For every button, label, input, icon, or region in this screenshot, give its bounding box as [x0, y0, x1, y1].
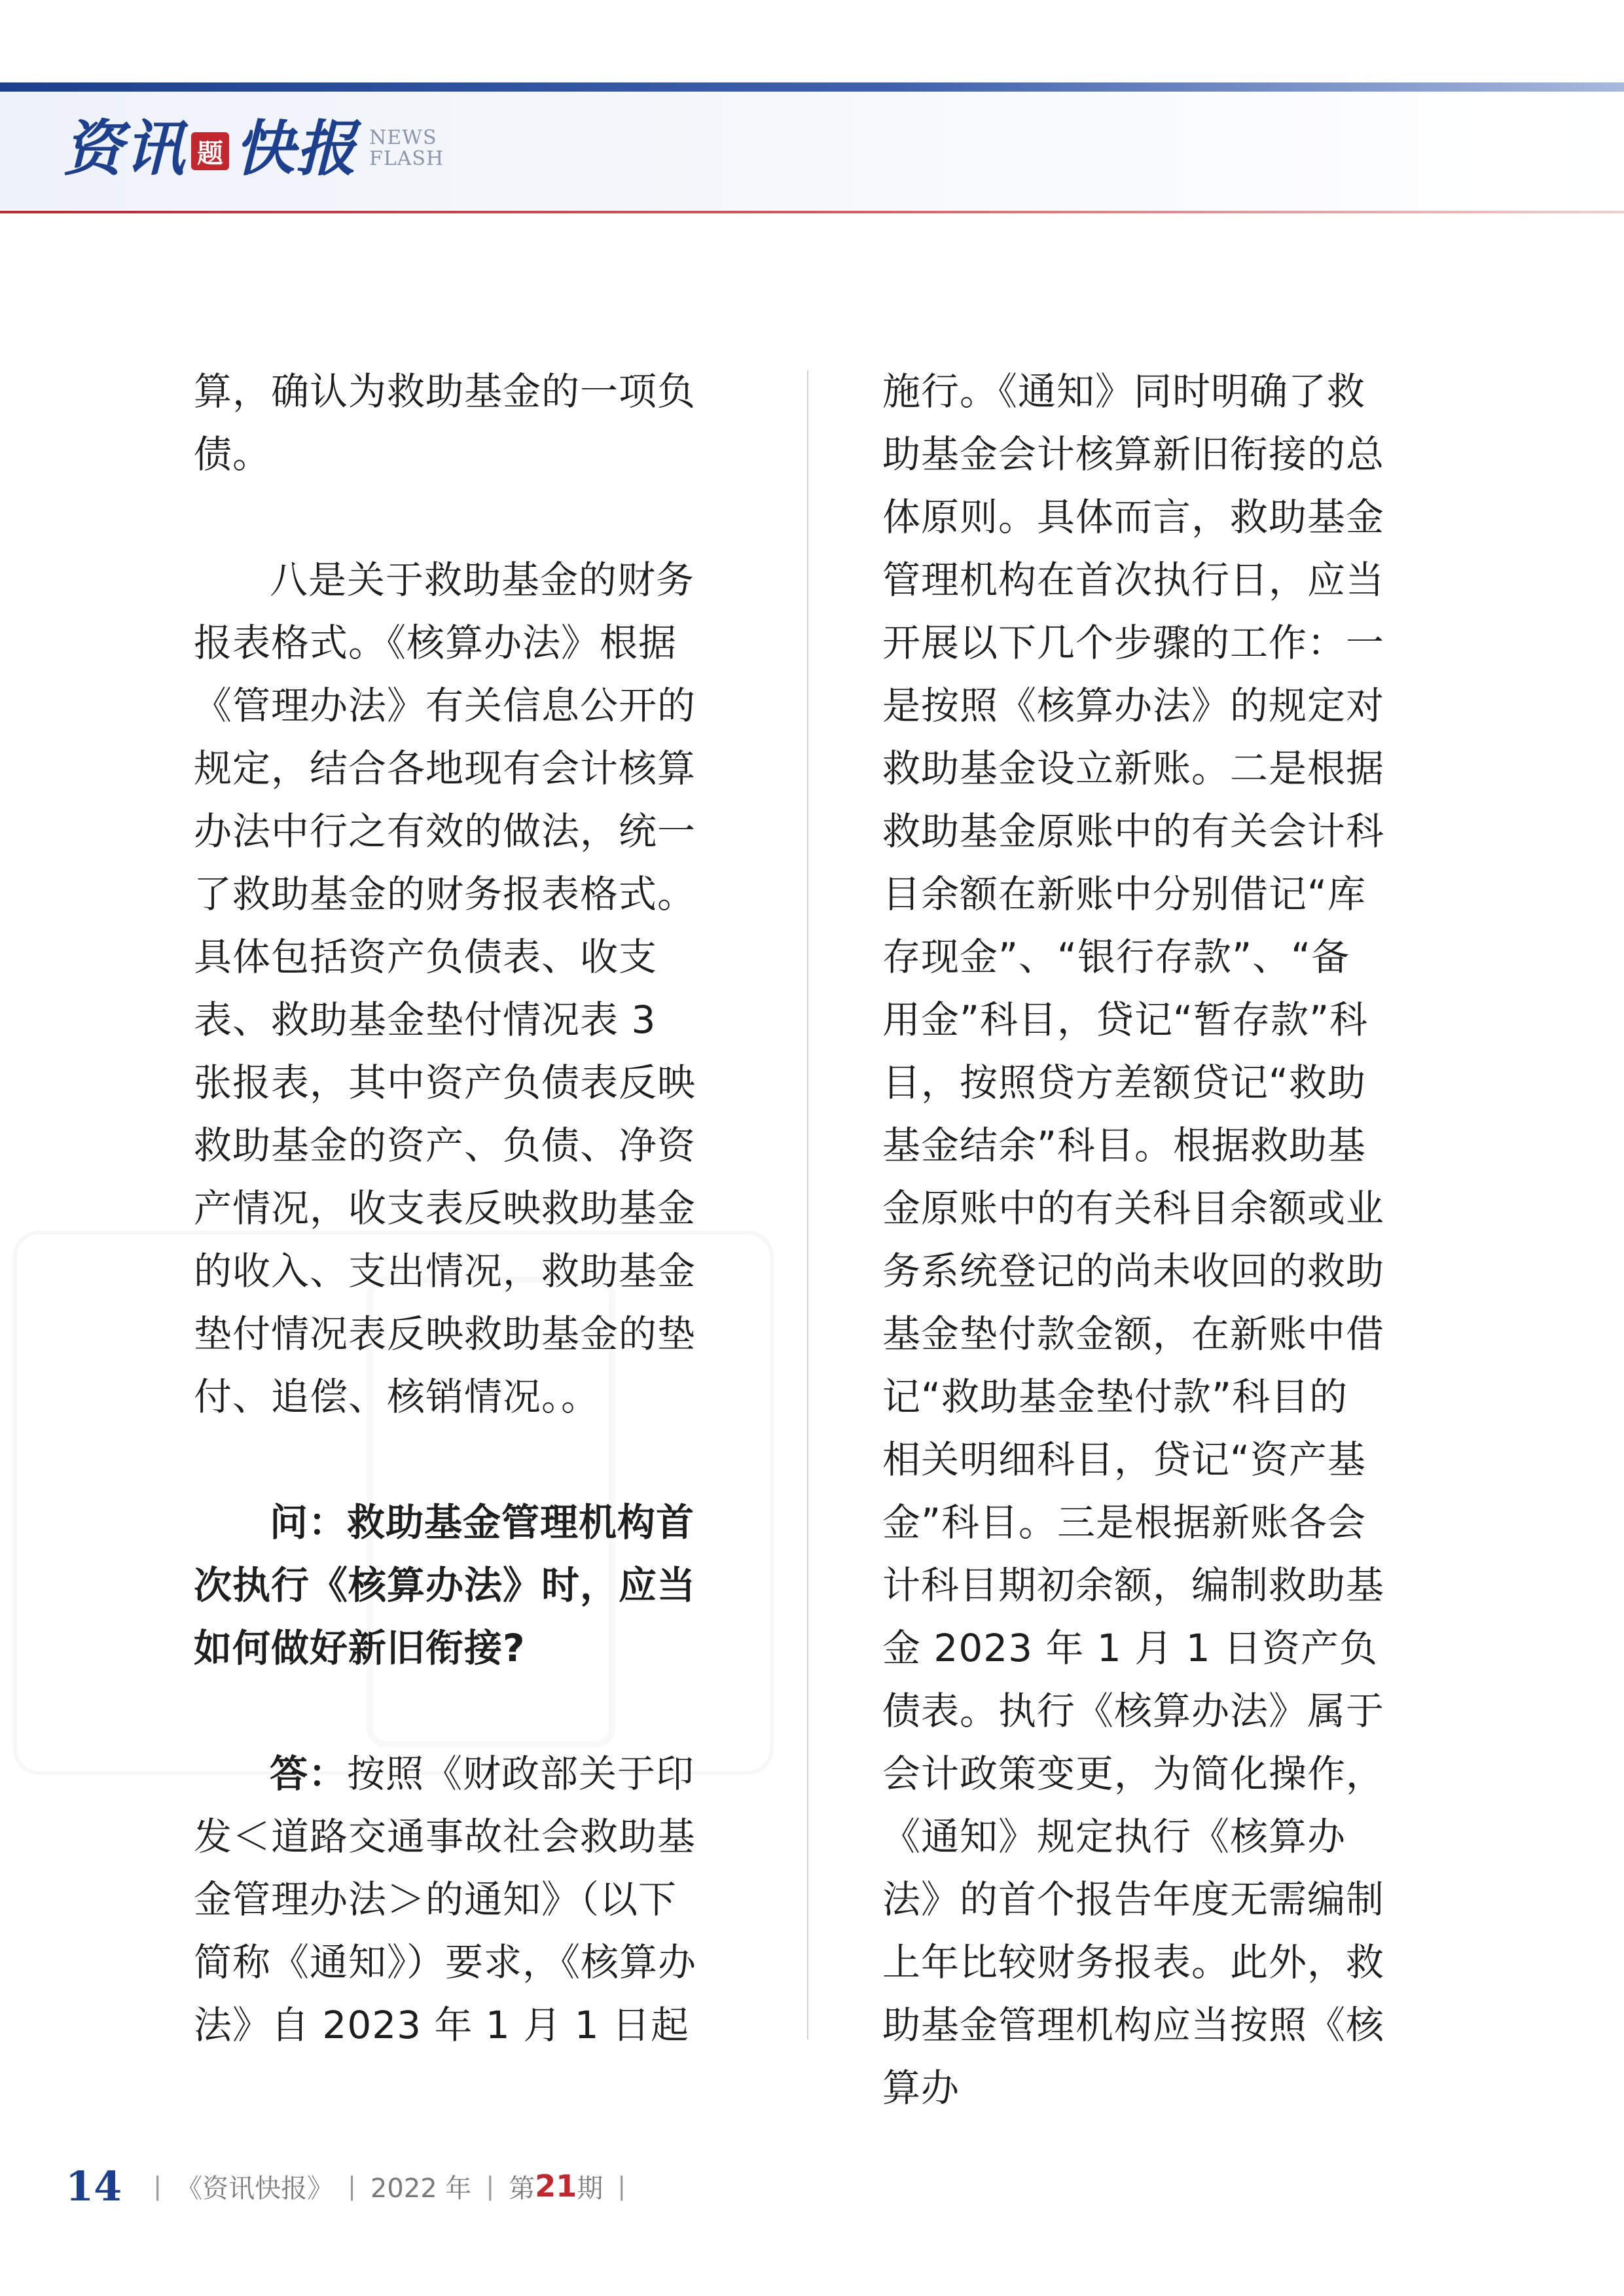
footer-separator: |	[153, 2172, 162, 2200]
logo-english	[369, 128, 444, 170]
footer-publication: 《资讯快报》	[176, 2173, 334, 2204]
page-number: 14	[65, 2162, 122, 2210]
answer-paragraph	[194, 1742, 698, 2056]
left-paragraph-2: 八是关于救助基金的财务报表格式。《核算办法》根据《管理办法》有关信息公开的规定，结合各地现有会计核算办法中行之有效的做法，统一了救助基金的财务报表格式。具体包括资产负债表、收支表、救助基金垫付情况表 3 张报表，其中资产负债表反映救助基金的资产、负债、净资产情况，收支表反映救助基金的收入、支出情况，救助基金垫付情况表反映救助基金的垫付、追偿、核销情况。。	[194, 558, 696, 1419]
footer-issue-number: 21	[535, 2168, 577, 2204]
page-footer	[65, 2160, 640, 2212]
logo-en-flash: FLASH	[369, 147, 444, 170]
footer-separator: |	[617, 2172, 626, 2200]
answer-label: 答：	[270, 1751, 348, 1796]
left-paragraph-1: 算，确认为救助基金的一项负债。	[194, 369, 696, 476]
masthead-logo	[63, 113, 444, 185]
header-top-band	[0, 82, 1624, 92]
footer-separator: |	[348, 2172, 356, 2200]
right-column	[882, 360, 1386, 2119]
column-divider	[807, 370, 808, 2039]
logo-seal-icon: 题	[191, 132, 229, 170]
footer-separator: |	[486, 2172, 495, 2200]
left-column	[194, 360, 698, 2056]
right-paragraph-1: 施行。《通知》同时明确了救助基金会计核算新旧衔接的总体原则。具体而言，救助基金管理机构在首次执行日，应当开展以下几个步骤的工作：一是按照《核算办法》的规定对救助基金设立新账。二是根据救助基金原账中的有关会计科目余额在新账中分别借记“库存现金”、“银行存款”、“备用金”科目，贷记“暂存款”科目，按照贷方差额贷记“救助基金结余”科目。根据救助基金原账中的有关科目余额或业务系统登记的尚未收回的救助基金垫付款金额，在新账中借记“救助基金垫付款”科目的相关明细科目，贷记“资产基金”科目。三是根据新账各会计科目期初余额，编制救助基金 2023 年 1 月 1 日资产负债表。执行《核算办法》属于会计政策变更，为简化操作，《通知》规定执行《核算办法》的首个报告年度无需编制上年比较财务报表。此外，救助基金管理机构应当按照《核算办	[882, 369, 1385, 2110]
footer-issue-suffix: 期	[577, 2173, 604, 2204]
answer-text: 按照《财政部关于印发＜道路交通事故社会救助基金管理办法＞的通知》（以下简称《通知》）要求，《核算办法》自 2023 年 1 月 1 日起	[194, 1751, 697, 2047]
footer-year: 2022 年	[370, 2173, 472, 2204]
logo-text-left: 资讯	[63, 113, 187, 184]
footer-issue-prefix: 第	[509, 2173, 535, 2204]
logo-en-news: NEWS	[369, 126, 437, 149]
header-red-rule	[0, 211, 1624, 213]
logo-text-right: 快报	[234, 113, 358, 184]
question-heading: 问：救助基金管理机构首次执行《核算办法》时，应当如何做好新旧衔接?	[194, 1500, 696, 1670]
